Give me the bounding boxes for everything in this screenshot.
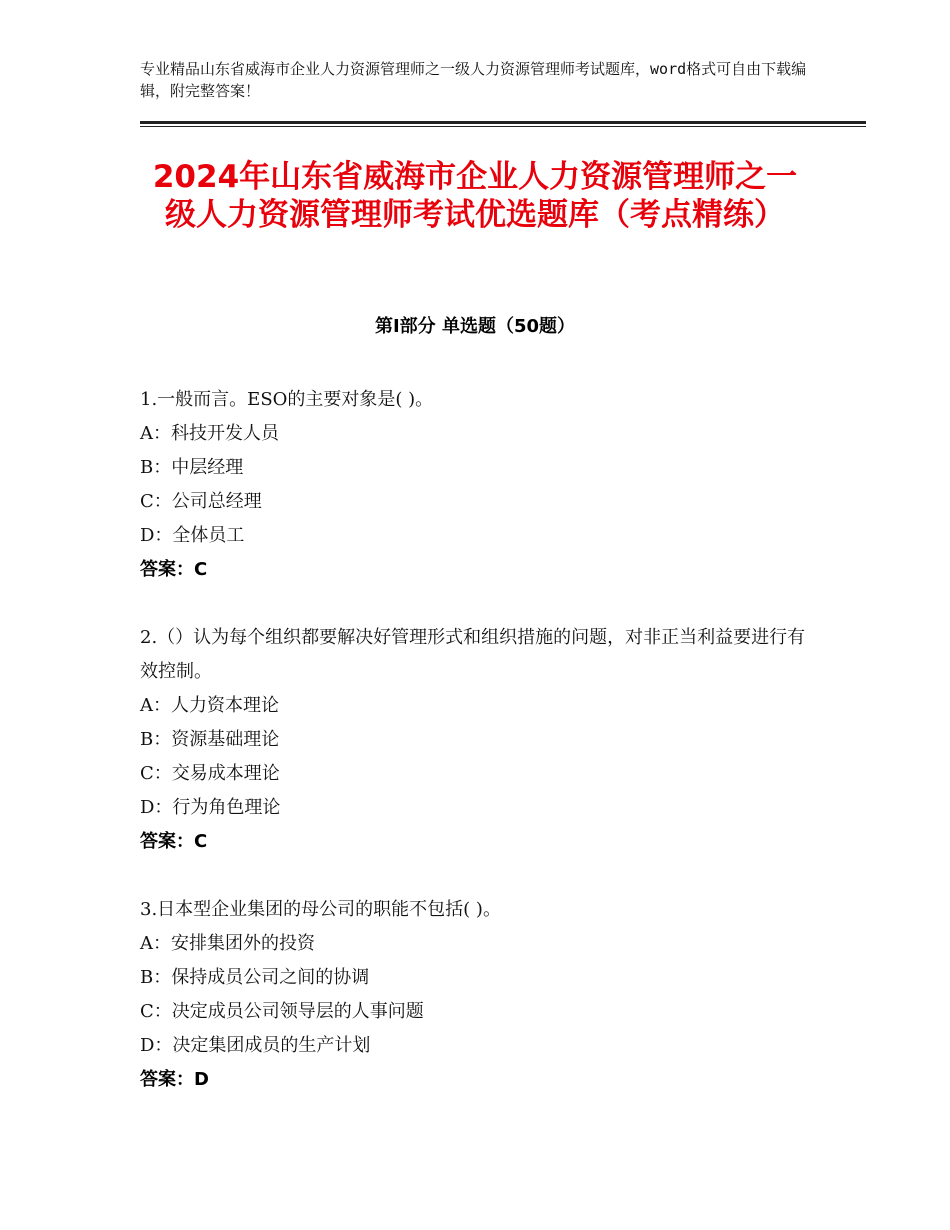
- header-note: 专业精品山东省威海市企业人力资源管理师之一级人力资源管理师考试题库，word格式可自由下载编辑，附完整答案！: [140, 60, 807, 100]
- option-b: B：资源基础理论: [140, 729, 280, 750]
- question-stem: 1.一般而言。ESO的主要对象是( )。: [140, 389, 434, 410]
- option-c: C：交易成本理论: [140, 763, 280, 784]
- option-a: A：安排集团外的投资: [140, 933, 315, 954]
- answer: 答案：D: [140, 1069, 209, 1090]
- question-stem: 2.（）认为每个组织都要解决好管理形式和组织措施的问题，对非正当利益要进行有效控制。: [140, 627, 806, 682]
- option-a: A：科技开发人员: [140, 423, 279, 444]
- question-list: [140, 383, 810, 1131]
- header-rule-thick: [140, 121, 866, 124]
- option-c: C：公司总经理: [140, 491, 262, 512]
- answer: 答案：C: [140, 831, 208, 852]
- question-stem: 3.日本型企业集团的母公司的职能不包括( )。: [140, 899, 501, 920]
- section-title: 第Ⅰ部分 单选题（50题）: [374, 316, 575, 337]
- option-b: B：保持成员公司之间的协调: [140, 967, 370, 988]
- option-b: B：中层经理: [140, 457, 244, 478]
- option-d: D：全体员工: [140, 525, 245, 546]
- option-a: A：人力资本理论: [140, 695, 279, 716]
- option-d: D：决定集团成员的生产计划: [140, 1035, 371, 1056]
- question-2: [140, 621, 810, 859]
- document-title: 2024年山东省威海市企业人力资源管理师之一级人力资源管理师考试优选题库（考点精练）: [152, 159, 798, 233]
- option-d: D：行为角色理论: [140, 797, 281, 818]
- answer: 答案：C: [140, 559, 208, 580]
- question-1: [140, 383, 810, 587]
- question-3: [140, 893, 810, 1097]
- option-c: C：决定成员公司领导层的人事问题: [140, 1001, 424, 1022]
- header-rule-thin: [140, 126, 866, 127]
